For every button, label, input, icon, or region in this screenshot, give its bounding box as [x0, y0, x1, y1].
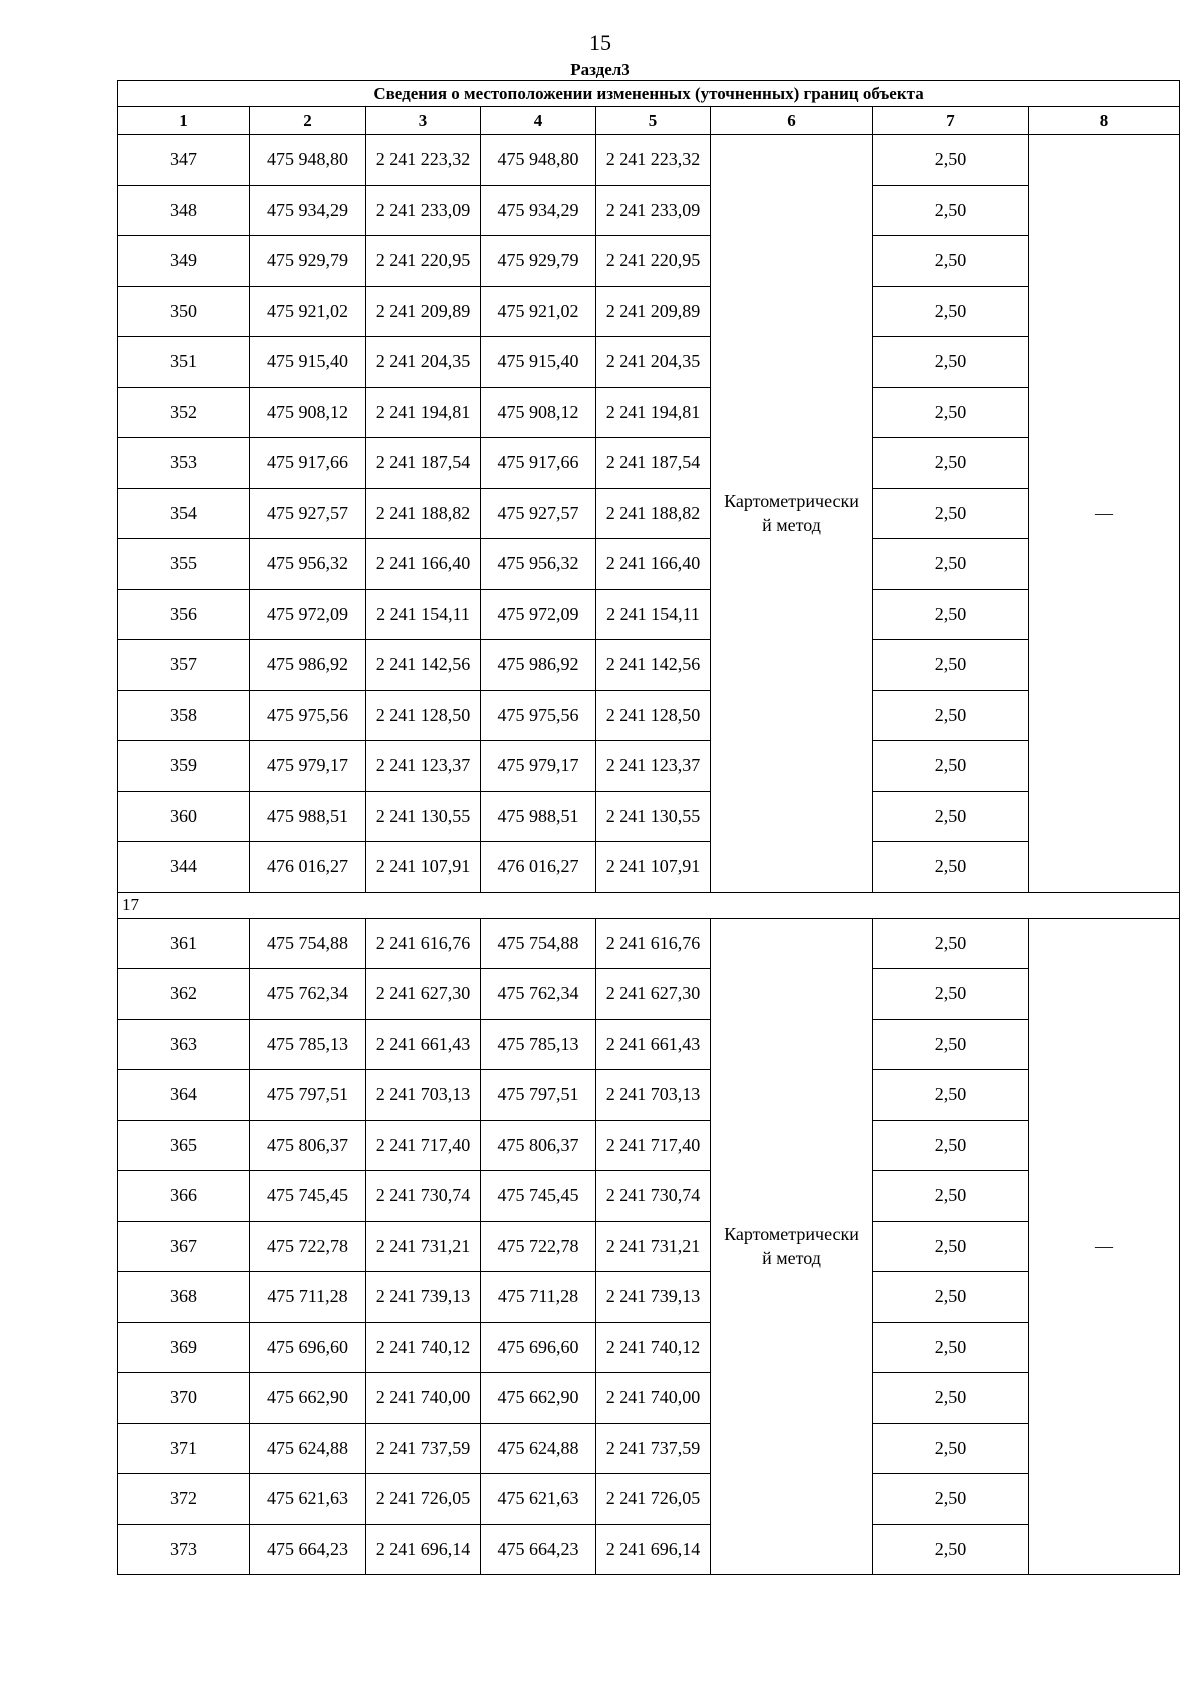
x-coordinate-cell: 475 745,45	[481, 1171, 596, 1222]
accuracy-cell: 2,50	[873, 387, 1029, 438]
table-row	[118, 236, 1180, 287]
column-number-1: 1	[118, 107, 250, 135]
accuracy-cell: 2,50	[873, 1272, 1029, 1323]
y-coordinate-cell: 2 241 154,11	[596, 589, 711, 640]
point-number-cell: 362	[118, 969, 250, 1020]
y-coordinate-cell: 2 241 740,12	[596, 1322, 711, 1373]
x-coordinate-cell: 475 921,02	[481, 286, 596, 337]
y-coordinate-cell: 2 241 696,14	[596, 1524, 711, 1575]
x-coordinate-cell: 475 785,13	[250, 1019, 366, 1070]
point-number-cell: 365	[118, 1120, 250, 1171]
y-coordinate-cell: 2 241 616,76	[596, 918, 711, 969]
x-coordinate-cell: 475 696,60	[481, 1322, 596, 1373]
y-coordinate-cell: 2 241 204,35	[596, 337, 711, 388]
y-coordinate-cell: 2 241 209,89	[366, 286, 481, 337]
y-coordinate-cell: 2 241 717,40	[366, 1120, 481, 1171]
column-number-7: 7	[873, 107, 1029, 135]
point-number-cell: 373	[118, 1524, 250, 1575]
accuracy-cell: 2,50	[873, 1221, 1029, 1272]
x-coordinate-cell: 476 016,27	[481, 842, 596, 893]
y-coordinate-cell: 2 241 107,91	[596, 842, 711, 893]
y-coordinate-cell: 2 241 209,89	[596, 286, 711, 337]
point-number-cell: 347	[118, 135, 250, 186]
column-number-5: 5	[596, 107, 711, 135]
x-coordinate-cell: 475 664,23	[250, 1524, 366, 1575]
x-coordinate-cell: 475 797,51	[250, 1070, 366, 1121]
accuracy-cell: 2,50	[873, 236, 1029, 287]
y-coordinate-cell: 2 241 166,40	[366, 539, 481, 590]
y-coordinate-cell: 2 241 204,35	[366, 337, 481, 388]
method-text-line: Картометрически	[724, 491, 859, 512]
x-coordinate-cell: 475 711,28	[250, 1272, 366, 1323]
x-coordinate-cell: 475 624,88	[481, 1423, 596, 1474]
y-coordinate-cell: 2 241 187,54	[596, 438, 711, 489]
y-coordinate-cell: 2 241 223,32	[366, 135, 481, 186]
table-row	[118, 1474, 1180, 1525]
point-number-cell: 366	[118, 1171, 250, 1222]
column-number-4: 4	[481, 107, 596, 135]
x-coordinate-cell: 475 624,88	[250, 1423, 366, 1474]
y-coordinate-cell: 2 241 233,09	[366, 185, 481, 236]
y-coordinate-cell: 2 241 703,13	[596, 1070, 711, 1121]
accuracy-cell: 2,50	[873, 1423, 1029, 1474]
accuracy-cell: 2,50	[873, 1171, 1029, 1222]
method-text-line: Картометрически	[724, 1224, 859, 1245]
point-number-cell: 369	[118, 1322, 250, 1373]
accuracy-cell: 2,50	[873, 1070, 1029, 1121]
y-coordinate-cell: 2 241 661,43	[596, 1019, 711, 1070]
x-coordinate-cell: 475 956,32	[250, 539, 366, 590]
accuracy-cell: 2,50	[873, 1474, 1029, 1525]
table-row	[118, 1221, 1180, 1272]
accuracy-cell: 2,50	[873, 135, 1029, 186]
y-coordinate-cell: 2 241 740,00	[596, 1373, 711, 1424]
x-coordinate-cell: 475 972,09	[250, 589, 366, 640]
x-coordinate-cell: 475 934,29	[481, 185, 596, 236]
point-number-cell: 351	[118, 337, 250, 388]
y-coordinate-cell: 2 241 220,95	[596, 236, 711, 287]
y-coordinate-cell: 2 241 107,91	[366, 842, 481, 893]
x-coordinate-cell: 475 806,37	[481, 1120, 596, 1171]
method-cell	[711, 135, 873, 893]
y-coordinate-cell: 2 241 730,74	[366, 1171, 481, 1222]
x-coordinate-cell: 475 988,51	[481, 791, 596, 842]
group-label: 17	[118, 892, 1180, 918]
x-coordinate-cell: 475 745,45	[250, 1171, 366, 1222]
point-number-cell: 348	[118, 185, 250, 236]
y-coordinate-cell: 2 241 188,82	[596, 488, 711, 539]
x-coordinate-cell: 475 754,88	[481, 918, 596, 969]
y-coordinate-cell: 2 241 696,14	[366, 1524, 481, 1575]
table-row	[118, 438, 1180, 489]
x-coordinate-cell: 475 929,79	[250, 236, 366, 287]
x-coordinate-cell: 475 972,09	[481, 589, 596, 640]
accuracy-cell: 2,50	[873, 741, 1029, 792]
y-coordinate-cell: 2 241 661,43	[366, 1019, 481, 1070]
y-coordinate-cell: 2 241 740,00	[366, 1373, 481, 1424]
y-coordinate-cell: 2 241 123,37	[596, 741, 711, 792]
method-text-line: й метод	[762, 515, 821, 536]
y-coordinate-cell: 2 241 154,11	[366, 589, 481, 640]
table-row	[118, 1019, 1180, 1070]
table-row	[118, 1120, 1180, 1171]
x-coordinate-cell: 475 917,66	[250, 438, 366, 489]
accuracy-cell: 2,50	[873, 337, 1029, 388]
x-coordinate-cell: 475 797,51	[481, 1070, 596, 1121]
accuracy-cell: 2,50	[873, 539, 1029, 590]
x-coordinate-cell: 475 986,92	[250, 640, 366, 691]
method-cell	[711, 918, 873, 1575]
y-coordinate-cell: 2 241 726,05	[596, 1474, 711, 1525]
x-coordinate-cell: 475 722,78	[250, 1221, 366, 1272]
x-coordinate-cell: 475 806,37	[250, 1120, 366, 1171]
column-number-3: 3	[366, 107, 481, 135]
y-coordinate-cell: 2 241 123,37	[366, 741, 481, 792]
x-coordinate-cell: 475 986,92	[481, 640, 596, 691]
y-coordinate-cell: 2 241 194,81	[596, 387, 711, 438]
accuracy-cell: 2,50	[873, 438, 1029, 489]
table-row	[118, 1171, 1180, 1222]
accuracy-cell: 2,50	[873, 791, 1029, 842]
table-row	[118, 539, 1180, 590]
boundary-table	[117, 80, 1180, 1575]
group-label-row	[118, 892, 1180, 918]
y-coordinate-cell: 2 241 731,21	[596, 1221, 711, 1272]
table-row	[118, 918, 1180, 969]
point-number-cell: 349	[118, 236, 250, 287]
accuracy-cell: 2,50	[873, 690, 1029, 741]
accuracy-cell: 2,50	[873, 1019, 1029, 1070]
x-coordinate-cell: 475 762,34	[481, 969, 596, 1020]
table-row	[118, 1373, 1180, 1424]
x-coordinate-cell: 475 696,60	[250, 1322, 366, 1373]
table-row	[118, 969, 1180, 1020]
table-caption: Сведения о местоположении измененных (уточненных) границ объекта	[118, 81, 1180, 107]
x-coordinate-cell: 475 722,78	[481, 1221, 596, 1272]
x-coordinate-cell: 475 908,12	[481, 387, 596, 438]
accuracy-cell: 2,50	[873, 286, 1029, 337]
table-row	[118, 741, 1180, 792]
point-number-cell: 344	[118, 842, 250, 893]
x-coordinate-cell: 475 979,17	[481, 741, 596, 792]
table-row	[118, 185, 1180, 236]
point-number-cell: 363	[118, 1019, 250, 1070]
x-coordinate-cell: 475 711,28	[481, 1272, 596, 1323]
y-coordinate-cell: 2 241 194,81	[366, 387, 481, 438]
description-cell: —	[1029, 135, 1180, 893]
x-coordinate-cell: 475 915,40	[481, 337, 596, 388]
y-coordinate-cell: 2 241 627,30	[366, 969, 481, 1020]
accuracy-cell: 2,50	[873, 918, 1029, 969]
accuracy-cell: 2,50	[873, 1524, 1029, 1575]
table-row	[118, 387, 1180, 438]
y-coordinate-cell: 2 241 740,12	[366, 1322, 481, 1373]
x-coordinate-cell: 475 662,90	[481, 1373, 596, 1424]
point-number-cell: 356	[118, 589, 250, 640]
table-row	[118, 1423, 1180, 1474]
point-number-cell: 367	[118, 1221, 250, 1272]
x-coordinate-cell: 475 762,34	[250, 969, 366, 1020]
table-row	[118, 1524, 1180, 1575]
point-number-cell: 372	[118, 1474, 250, 1525]
point-number-cell: 368	[118, 1272, 250, 1323]
y-coordinate-cell: 2 241 142,56	[366, 640, 481, 691]
y-coordinate-cell: 2 241 717,40	[596, 1120, 711, 1171]
y-coordinate-cell: 2 241 130,55	[366, 791, 481, 842]
y-coordinate-cell: 2 241 220,95	[366, 236, 481, 287]
y-coordinate-cell: 2 241 616,76	[366, 918, 481, 969]
point-number-cell: 354	[118, 488, 250, 539]
accuracy-cell: 2,50	[873, 1120, 1029, 1171]
y-coordinate-cell: 2 241 130,55	[596, 791, 711, 842]
x-coordinate-cell: 475 917,66	[481, 438, 596, 489]
table-row	[118, 1322, 1180, 1373]
y-coordinate-cell: 2 241 737,59	[596, 1423, 711, 1474]
point-number-cell: 370	[118, 1373, 250, 1424]
accuracy-cell: 2,50	[873, 488, 1029, 539]
table-row	[118, 842, 1180, 893]
x-coordinate-cell: 475 948,80	[250, 135, 366, 186]
description-cell: —	[1029, 918, 1180, 1575]
accuracy-cell: 2,50	[873, 1322, 1029, 1373]
table-row	[118, 337, 1180, 388]
x-coordinate-cell: 475 956,32	[481, 539, 596, 590]
section-title: Раздел3	[570, 60, 630, 79]
table-row	[118, 286, 1180, 337]
accuracy-cell: 2,50	[873, 589, 1029, 640]
y-coordinate-cell: 2 241 739,13	[366, 1272, 481, 1323]
point-number-cell: 371	[118, 1423, 250, 1474]
table-row	[118, 1070, 1180, 1121]
table-row	[118, 589, 1180, 640]
x-coordinate-cell: 475 975,56	[250, 690, 366, 741]
x-coordinate-cell: 475 915,40	[250, 337, 366, 388]
x-coordinate-cell: 475 979,17	[250, 741, 366, 792]
y-coordinate-cell: 2 241 166,40	[596, 539, 711, 590]
accuracy-cell: 2,50	[873, 640, 1029, 691]
table-row	[118, 640, 1180, 691]
x-coordinate-cell: 475 927,57	[481, 488, 596, 539]
y-coordinate-cell: 2 241 703,13	[366, 1070, 481, 1121]
point-number-cell: 358	[118, 690, 250, 741]
page-number: 15	[589, 30, 611, 55]
y-coordinate-cell: 2 241 731,21	[366, 1221, 481, 1272]
point-number-cell: 359	[118, 741, 250, 792]
x-coordinate-cell: 475 927,57	[250, 488, 366, 539]
y-coordinate-cell: 2 241 737,59	[366, 1423, 481, 1474]
y-coordinate-cell: 2 241 739,13	[596, 1272, 711, 1323]
x-coordinate-cell: 475 988,51	[250, 791, 366, 842]
point-number-cell: 357	[118, 640, 250, 691]
x-coordinate-cell: 476 016,27	[250, 842, 366, 893]
point-number-cell: 361	[118, 918, 250, 969]
x-coordinate-cell: 475 934,29	[250, 185, 366, 236]
x-coordinate-cell: 475 621,63	[250, 1474, 366, 1525]
y-coordinate-cell: 2 241 187,54	[366, 438, 481, 489]
table-row	[118, 488, 1180, 539]
x-coordinate-cell: 475 785,13	[481, 1019, 596, 1070]
point-number-cell: 355	[118, 539, 250, 590]
y-coordinate-cell: 2 241 142,56	[596, 640, 711, 691]
y-coordinate-cell: 2 241 233,09	[596, 185, 711, 236]
x-coordinate-cell: 475 948,80	[481, 135, 596, 186]
y-coordinate-cell: 2 241 188,82	[366, 488, 481, 539]
y-coordinate-cell: 2 241 128,50	[366, 690, 481, 741]
y-coordinate-cell: 2 241 627,30	[596, 969, 711, 1020]
x-coordinate-cell: 475 921,02	[250, 286, 366, 337]
y-coordinate-cell: 2 241 730,74	[596, 1171, 711, 1222]
column-number-2: 2	[250, 107, 366, 135]
x-coordinate-cell: 475 975,56	[481, 690, 596, 741]
x-coordinate-cell: 475 908,12	[250, 387, 366, 438]
accuracy-cell: 2,50	[873, 1373, 1029, 1424]
table-row	[118, 135, 1180, 186]
x-coordinate-cell: 475 621,63	[481, 1474, 596, 1525]
x-coordinate-cell: 475 664,23	[481, 1524, 596, 1575]
point-number-cell: 350	[118, 286, 250, 337]
method-text-line: й метод	[762, 1248, 821, 1269]
table-row	[118, 791, 1180, 842]
y-coordinate-cell: 2 241 128,50	[596, 690, 711, 741]
y-coordinate-cell: 2 241 223,32	[596, 135, 711, 186]
point-number-cell: 352	[118, 387, 250, 438]
y-coordinate-cell: 2 241 726,05	[366, 1474, 481, 1525]
accuracy-cell: 2,50	[873, 969, 1029, 1020]
point-number-cell: 360	[118, 791, 250, 842]
x-coordinate-cell: 475 662,90	[250, 1373, 366, 1424]
x-coordinate-cell: 475 754,88	[250, 918, 366, 969]
point-number-cell: 364	[118, 1070, 250, 1121]
accuracy-cell: 2,50	[873, 185, 1029, 236]
accuracy-cell: 2,50	[873, 842, 1029, 893]
column-number-6: 6	[711, 107, 873, 135]
table-row	[118, 1272, 1180, 1323]
column-number-8: 8	[1029, 107, 1180, 135]
x-coordinate-cell: 475 929,79	[481, 236, 596, 287]
point-number-cell: 353	[118, 438, 250, 489]
table-row	[118, 690, 1180, 741]
